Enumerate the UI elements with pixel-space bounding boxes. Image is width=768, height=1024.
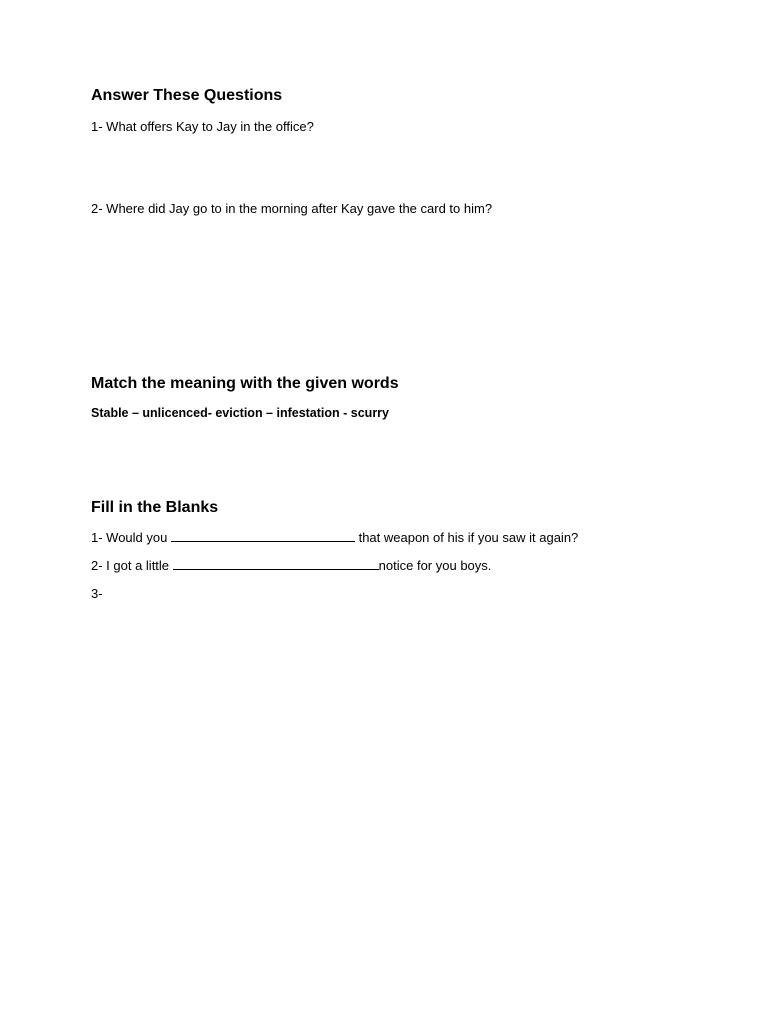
question-1: 1- What offers Kay to Jay in the office? xyxy=(91,119,314,134)
fill-item-1-suffix: that weapon of his if you saw it again? xyxy=(354,530,579,545)
blank-line xyxy=(173,557,379,570)
question-2: 2- Where did Jay go to in the morning after Kay gave the card to him? xyxy=(91,201,493,216)
blank-line xyxy=(171,529,355,542)
fill-item-2 xyxy=(91,557,491,574)
fill-item-2-suffix: notice for you boys. xyxy=(378,558,492,573)
fill-item-2-prefix: 2- I got a little xyxy=(91,558,173,573)
fill-item-1-prefix: 1- Would you xyxy=(91,530,171,545)
section-heading-fill-blanks: Fill in the Blanks xyxy=(91,499,219,516)
section-heading-questions: Answer These Questions xyxy=(91,87,283,104)
fill-item-3: 3- xyxy=(91,586,103,601)
word-list: Stable – unlicenced- eviction – infestation - scurry xyxy=(91,406,389,420)
fill-item-1 xyxy=(91,529,578,546)
section-heading-match: Match the meaning with the given words xyxy=(91,375,399,392)
